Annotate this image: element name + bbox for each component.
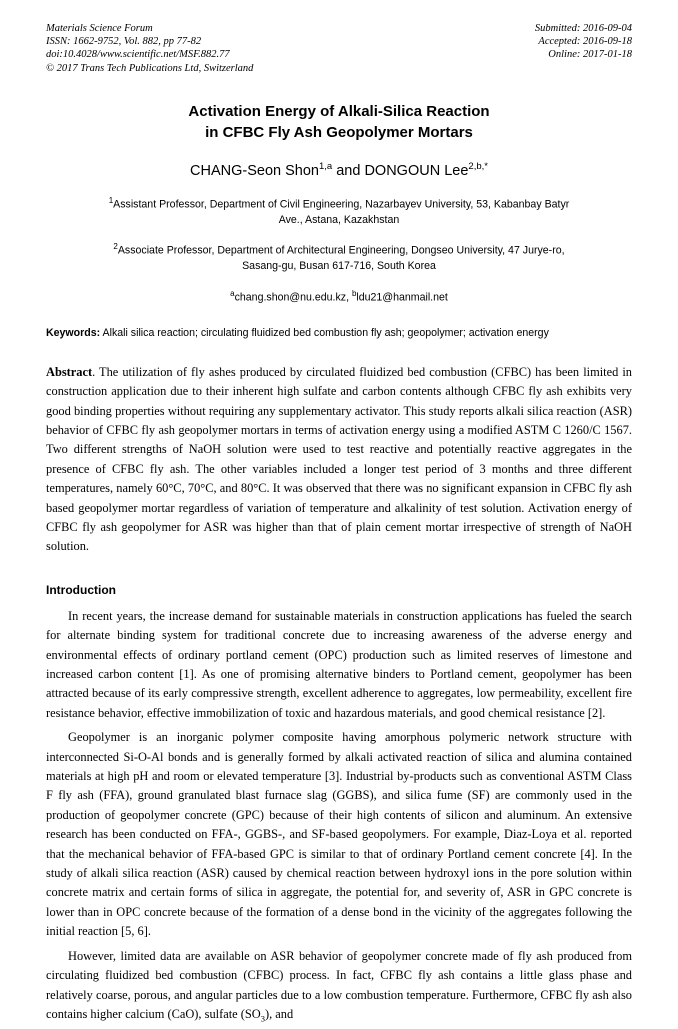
intro-paragraph-3-part-2: ), and <box>264 1006 294 1021</box>
journal-copyright: © 2017 Trans Tech Publications Ltd, Switzerland <box>46 62 254 74</box>
keywords-section <box>46 326 632 342</box>
journal-doi: doi:10.4028/www.scientific.net/MSF.882.77 <box>46 49 230 61</box>
page-header <box>46 22 632 75</box>
email-1[interactable]: chang.shon@nu.edu.kz, <box>234 291 352 304</box>
affiliation-1-line-2: Ave., Astana, Kazakhstan <box>278 213 400 226</box>
section-heading-introduction: Introduction <box>46 582 116 597</box>
intro-paragraph-3-part-1: However, limited data are available on ASR behavior of geopolymer concrete made of fly ash produced from circulating fluidized bed combustion (CFBC) process. In fact, CFBC fly ash contains a little glass phase and relatively coarse, porous, and angular particles due to a low combustion temperature. Furthermore, CFBC fly ash also contains higher calcium (CaO), sulfate (SO <box>46 948 632 1021</box>
author-1-name: CHANG-Seon Shon <box>190 162 319 179</box>
intro-paragraph-2: Geopolymer is an inorganic polymer composite having amorphous polymeric network structure with interconnected Si-O-Al bonds and is generally formed by alkali activated reaction of silica and alumina contained materials at high pH and room or elevated temperature [3]. Industrial by-products such as conventional ASTM Class F fly ash (FFA), ground granulated blast furnace slag (GGBS), and silica fume (SF) are commonly used in the production of geopolymer concrete (GPC) because of their high contents of silicon and aluminum. An extensive research has been conducted on FFA-, GGBS-, and SF-based geopolymers. For example, Diaz-Loya et al. reported that the mechanical behavior of FFA-based GPC is similar to that of ordinary Portland cement concrete [4]. In the study of alkali silica reaction (ASR) caused by chemical reaction between hydroxyl ions in the pore solution within concrete matrix and certain forms of silica in aggregate, the potential for, and severity of, ASR in GPC concrete is lower than in OPC concrete because of the formation of a dense bond in the vicinity of the aggregates following the initial reaction [5, 6]. <box>46 730 632 939</box>
email-1-marker: a <box>230 288 235 298</box>
journal-name: Materials Science Forum <box>46 23 153 34</box>
author-conjunction: and <box>332 162 365 179</box>
email-2-marker: b <box>351 288 357 298</box>
author-2-name: DONGOUN Lee <box>364 162 469 179</box>
intro-paragraph-1: In recent years, the increase demand for sustainable materials in construction applications has fueled the search for alternate binding system for traditional concrete due to increasing awareness of the adverse energy and environmental effects of ordinary portland cement (OPC) production such as limited reserves of limestone and increased carbon content [1]. As one of promising alternative binders to Portland cement, geopolymer has been attracted because of its early compressive strength, excellent adherence to aggregates, low permeability, excellent fire resistance behavior, effective immobilization of toxic and hazardous materials, and good chemical resistance [2]. <box>46 608 632 720</box>
affiliation-1 <box>46 193 632 229</box>
author-list <box>46 158 632 180</box>
author-1-marker: 1,a <box>318 160 333 172</box>
affiliation-1-marker: 1 <box>108 195 114 205</box>
affiliation-2-line-2: Sasang-gu, Busan 617-716, South Korea <box>242 260 436 273</box>
title-line-1: Activation Energy of Alkali-Silica Reaction <box>188 102 490 120</box>
email-2[interactable]: ldu21@hanmail.net <box>356 291 448 304</box>
intro-paragraph-3-subscript: 3 <box>260 1013 265 1024</box>
affiliation-2-line-1: Associate Professor, Department of Architectural Engineering, Dongseo University, 47 Jurye-ro, <box>117 244 565 257</box>
intro-paragraph-3 <box>46 947 632 1029</box>
abstract-section <box>46 363 632 557</box>
author-emails <box>46 286 632 306</box>
keywords-label: Keywords: <box>46 327 101 340</box>
keywords-text: Alkali silica reaction; circulating fluidized bed combustion fly ash; geopolymer; activation energy <box>100 327 549 340</box>
author-2-marker: 2,b,* <box>468 160 488 172</box>
abstract-text: . The utilization of fly ashes produced by circulated fluidized bed combustion (CFBC) has been limited in construction application due to their inherent high sulfate and carbon contents although CFBC fly ash exhibits very good binding properties without requiring any supplementary activator. This study reports alkali silica reaction (ASR) behavior of CFBC fly ash geopolymer mortars in terms of activation energy using a modified ASTM C 1260/C 1567. Two different strengths of NaOH solution were used to test reactive and potentially reactive aggregates in the presence of CFBC fly ash. The other variables included a longer test period of 3 months and three different temperatures, namely 60°C, 70°C, and 80°C. It was observed that there was no significant expansion in CFBC fly ash based geopolymer mortar regardless of variation of temperature and alkalinity of test solution. Activation energy of CFBC fly ash geopolymer for ASR was higher than that of plain cement mortar irrespective of strength of NaOH solution. <box>46 364 632 554</box>
page-title <box>46 101 632 143</box>
abstract-label: Abstract <box>46 364 93 379</box>
submission-dates <box>535 22 632 62</box>
title-line-2: in CFBC Fly Ash Geopolymer Mortars <box>205 123 473 141</box>
journal-info <box>46 22 253 75</box>
online-date: Online: 2017-01-18 <box>548 49 632 61</box>
affiliation-1-line-1: Assistant Professor, Department of Civil Engineering, Nazarbayev University, 53, Kabanbay Batyr <box>113 198 570 211</box>
journal-issn: ISSN: 1662-9752, Vol. 882, pp 77-82 <box>46 36 202 48</box>
submitted-date: Submitted: 2016-09-04 <box>534 23 632 34</box>
affiliation-2 <box>46 239 632 275</box>
accepted-date: Accepted: 2016-09-18 <box>538 36 632 48</box>
affiliation-2-marker: 2 <box>113 242 118 252</box>
